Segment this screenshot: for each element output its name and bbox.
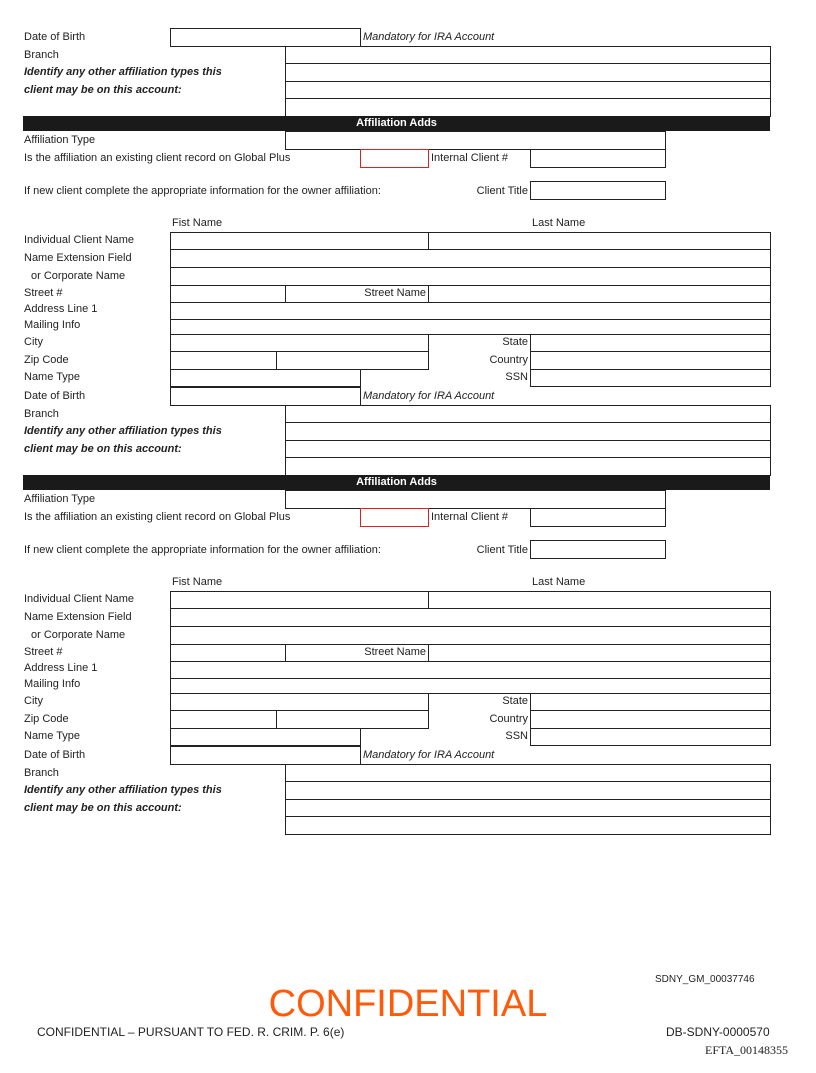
branch-field[interactable] [285,405,771,423]
client-title-label: Client Title [476,185,528,197]
individual-client-name-label: Individual Client Name [24,593,135,605]
zip-code-label: Zip Code [24,354,69,366]
mailing-info-field[interactable] [170,319,771,335]
street-name-field[interactable] [428,644,771,662]
zip-extension-field[interactable] [276,351,429,370]
mailing-info-label: Mailing Info [24,678,81,690]
name-type-field[interactable] [170,369,361,387]
other-affiliation-field-1[interactable] [285,781,771,800]
ssn-label: SSN [505,371,528,383]
corporate-name-label: or Corporate Name [31,270,126,282]
last-name-label: Last Name [532,217,586,229]
city-label: City [24,695,43,707]
bates-db: DB-SDNY-0000570 [666,1025,770,1039]
identify-line1-label: Identify any other affiliation types this [24,784,222,796]
mailing-info-label: Mailing Info [24,319,81,331]
existing-client-question-label: Is the affiliation an existing client record on Global Plus [24,152,291,164]
branch-label: Branch [24,408,59,420]
confidential-stamp: CONFIDENTIAL [268,983,548,1025]
corporate-name-label: or Corporate Name [31,629,126,641]
state-field[interactable] [530,334,771,352]
mandatory-ira-label: Mandatory for IRA Account [363,390,495,402]
address-line1-label: Address Line 1 [24,662,98,674]
zip-extension-field[interactable] [276,710,429,729]
branch-field[interactable] [285,764,771,782]
date-of-birth-label: Date of Birth [24,749,86,761]
state-field[interactable] [530,693,771,711]
city-field[interactable] [170,693,429,711]
street-number-field[interactable] [170,285,286,303]
name-extension-field[interactable] [170,249,771,268]
first-name-label: Fist Name [172,217,223,229]
date-of-birth-field[interactable] [170,746,361,765]
branch-label: Branch [24,767,59,779]
last-name-field[interactable] [428,591,771,609]
zip-code-label: Zip Code [24,713,69,725]
client-title-field[interactable] [530,540,666,559]
new-client-instruction-label: If new client complete the appropriate information for the owner affiliation: [24,185,381,197]
bates-sdny-gm: SDNY_GM_00037746 [655,974,755,985]
mandatory-ira-label: Mandatory for IRA Account [363,749,495,761]
corporate-name-field[interactable] [170,626,771,645]
last-name-label: Last Name [532,576,586,588]
city-field[interactable] [170,334,429,352]
first-name-field[interactable] [170,591,429,609]
other-affiliation-field-3[interactable] [285,816,771,835]
other-affiliation-field-2[interactable] [285,440,771,458]
street-name-label: Street Name [364,646,426,658]
address-line1-field[interactable] [170,661,771,679]
name-extension-label: Name Extension Field [24,252,132,264]
name-extension-label: Name Extension Field [24,611,132,623]
internal-client-field[interactable] [530,149,666,168]
branch-field[interactable] [285,46,771,64]
affiliation-type-field[interactable] [285,131,666,150]
date-of-birth-label: Date of Birth [24,390,86,402]
new-client-instruction-label: If new client complete the appropriate information for the owner affiliation: [24,544,381,556]
country-field[interactable] [530,710,771,729]
city-label: City [24,336,43,348]
first-name-field[interactable] [170,232,429,250]
ssn-label: SSN [505,730,528,742]
internal-client-label: Internal Client # [431,511,509,523]
identify-line2-label: client may be on this account: [24,84,182,96]
street-no-label: Street # [24,646,63,658]
other-affiliation-field-1[interactable] [285,63,771,82]
bates-efta: EFTA_00148355 [705,1043,789,1057]
country-label: Country [489,354,528,366]
other-affiliation-field-1[interactable] [285,422,771,441]
mailing-info-field[interactable] [170,678,771,694]
identify-line1-label: Identify any other affiliation types this [24,66,222,78]
affiliation-adds-header: Affiliation Adds [23,116,770,131]
branch-label: Branch [24,49,59,61]
state-label: State [502,336,528,348]
affiliation-type-label: Affiliation Type [24,493,96,505]
street-number-field[interactable] [170,644,286,662]
existing-client-question-label: Is the affiliation an existing client record on Global Plus [24,511,291,523]
identify-line2-label: client may be on this account: [24,802,182,814]
identify-line2-label: client may be on this account: [24,443,182,455]
individual-client-name-label: Individual Client Name [24,234,135,246]
state-label: State [502,695,528,707]
confidential-notice: CONFIDENTIAL – PURSUANT TO FED. R. CRIM. P. 6(e) [37,1025,345,1039]
street-name-field[interactable] [428,285,771,303]
ssn-field[interactable] [530,369,771,387]
other-affiliation-field-3[interactable] [285,457,771,476]
first-name-label: Fist Name [172,576,223,588]
affiliation-type-field[interactable] [285,490,666,509]
other-affiliation-field-2[interactable] [285,799,771,817]
date-of-birth-label: Date of Birth [24,31,86,43]
name-type-label: Name Type [24,730,81,742]
internal-client-label: Internal Client # [431,152,509,164]
country-label: Country [489,713,528,725]
internal-client-field[interactable] [530,508,666,527]
affiliation-adds-header: Affiliation Adds [23,475,770,490]
other-affiliation-field-3[interactable] [285,98,771,117]
country-field[interactable] [530,351,771,370]
corporate-name-field[interactable] [170,267,771,286]
address-line1-label: Address Line 1 [24,303,98,315]
existing-client-field[interactable] [360,508,429,527]
last-name-field[interactable] [428,232,771,250]
existing-client-field[interactable] [360,149,429,168]
mandatory-ira-label: Mandatory for IRA Account [363,31,495,43]
date-of-birth-field[interactable] [170,28,361,47]
address-line1-field[interactable] [170,302,771,320]
identify-line1-label: Identify any other affiliation types this [24,425,222,437]
street-no-label: Street # [24,287,63,299]
client-title-field[interactable] [530,181,666,200]
date-of-birth-field[interactable] [170,387,361,406]
affiliation-type-label: Affiliation Type [24,134,96,146]
ssn-field[interactable] [530,728,771,746]
zip-code-field[interactable] [170,710,277,729]
name-extension-field[interactable] [170,608,771,627]
other-affiliation-field-2[interactable] [285,81,771,99]
client-title-label: Client Title [476,544,528,556]
name-type-label: Name Type [24,371,81,383]
name-type-field[interactable] [170,728,361,746]
zip-code-field[interactable] [170,351,277,370]
street-name-label: Street Name [364,287,426,299]
